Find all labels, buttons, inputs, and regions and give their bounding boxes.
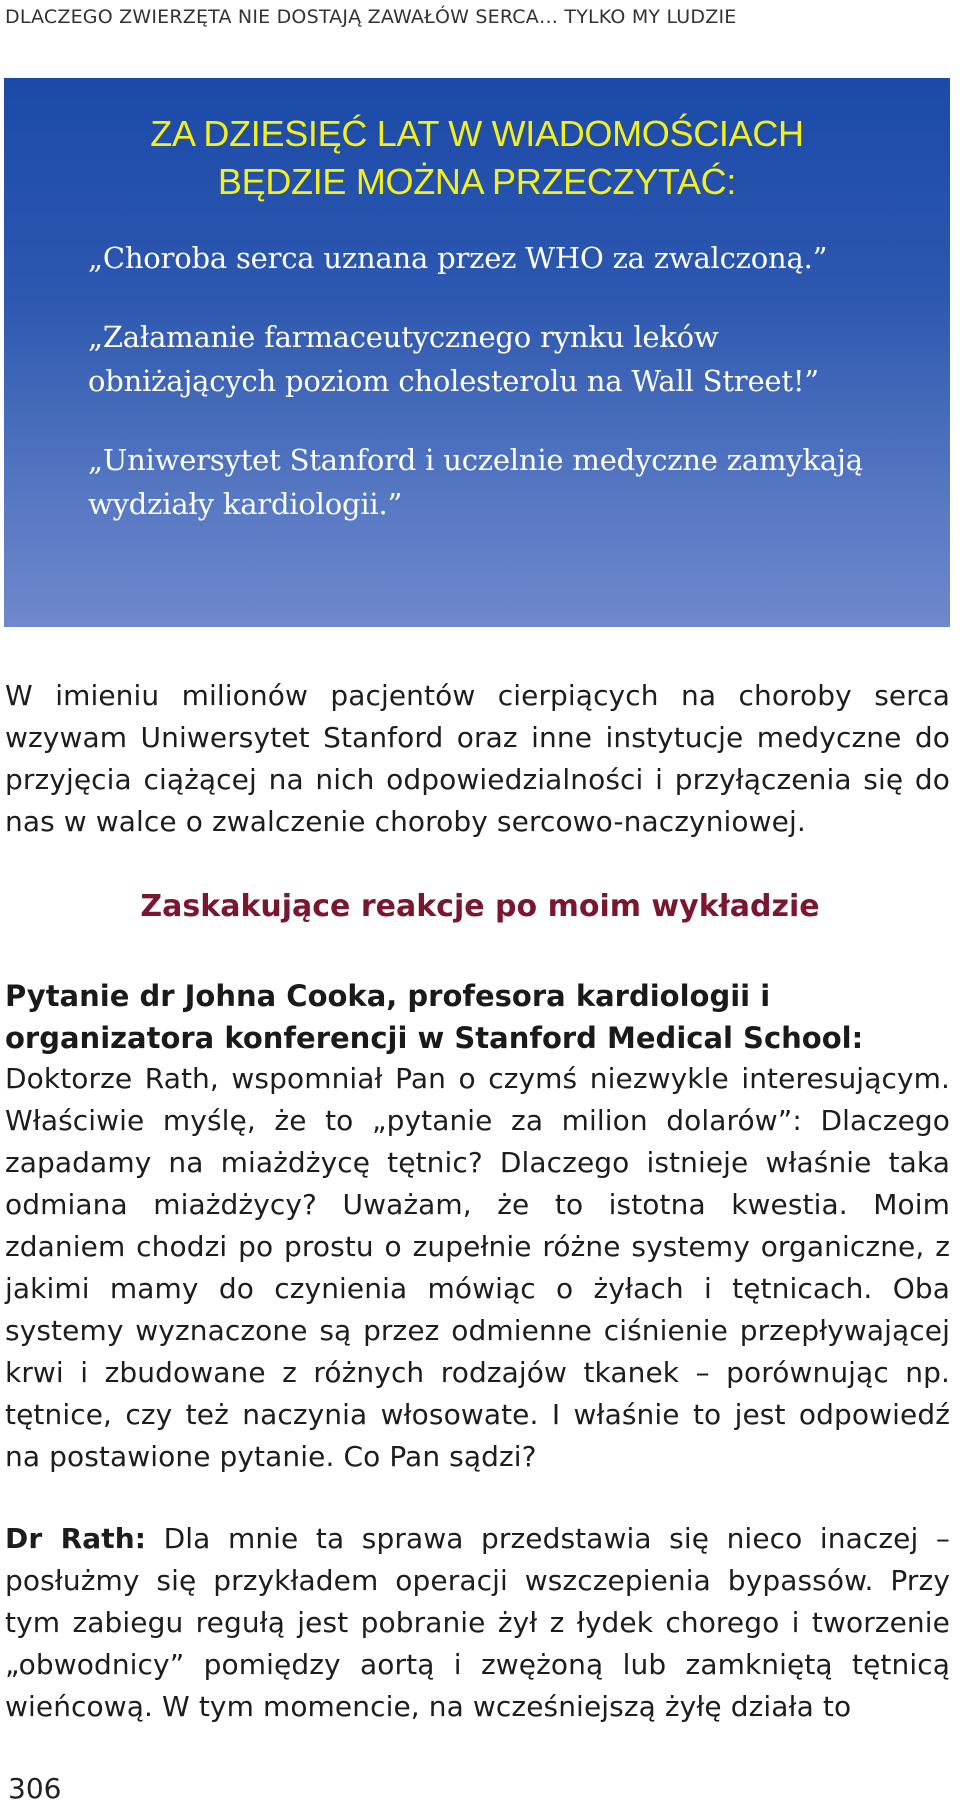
section-title: Zaskakujące reakcje po moim wykładzie (140, 889, 820, 924)
question-heading: Pytanie dr Johna Cooka, profesora kardiologii i organizatora konferencji w Stanford Medical School: (5, 979, 864, 1055)
headline-quote-3: „Uniwersytet Stanford i uczelnie medyczne zamykają wydziały kardiologii.” (88, 443, 863, 521)
question-paragraph: Doktorze Rath, wspomniał Pan o czymś niezwykle interesującym. Właściwie myślę, że to „pytanie za milion dolarów”: Dlaczego zapadamy na miażdżycę tętnic? Dlaczego istnieje właśnie taka odmiana miażdżycy? Uważam, że to istotna kwestia. Moim zdaniem chodzi po prostu o zupełnie różne systemy organiczne, z jakimi mamy do czynienia mówiąc o żyłach i tętnicach. Oba systemy wyznaczone są przez odmienne ciśnienie przepływającej krwi i zbudowane z różnych rodzajów tkanek – porównując np. tętnice, czy też naczynia włosowate. I właśnie to jest odpowiedź na postawione pytanie. Co Pan sądzi? (5, 1062, 950, 1473)
running-header: DLACZEGO ZWIERZĘTA NIE DOSTAJĄ ZAWAŁÓW SERCA… TYLKO MY LUDZIE (5, 6, 737, 28)
headline-quote-1: „Choroba serca uznana przez WHO za zwalczoną.” (88, 241, 828, 275)
box-headline-line-2: BĘDZIE MOŻNA PRZECZYTAĆ: (217, 161, 737, 202)
answer-text: Dla mnie ta sprawa przedstawia się nieco inaczej – posłużmy się przykładem operacji wszczepienia bypassów. Przy tym zabiegu regułą jest pobranie żył z łydek chorego i tworzenie „obwodnicy” pomiędzy aortą i zwężoną lub zamkniętą tętnicą wieńcową. W tym momencie, na wcześniejszą żyłę działa to (5, 1522, 951, 1723)
box-headline (4, 110, 950, 206)
highlight-box (4, 78, 950, 627)
box-headline-line-1: ZA DZIESIĘĆ LAT W WIADOMOŚCIACH (150, 113, 804, 154)
answer-paragraph (5, 1518, 950, 1728)
answer-speaker: Dr Rath: (5, 1522, 147, 1555)
page-number: 306 (8, 1772, 62, 1805)
appeal-paragraph: W imieniu milionów pacjentów cierpiących na choroby serca wzywam Uniwersytet Stanford oraz inne instytucje medyczne do przyjęcia ciążącej na nich odpowiedzialności i przyłączenia się do nas w walce o zwalczenie choroby sercowo-naczyniowej. (5, 679, 950, 838)
headline-quote-2: „Załamanie farmaceutycznego rynku leków obniżających poziom cholesterolu na Wall Street!” (88, 320, 819, 398)
